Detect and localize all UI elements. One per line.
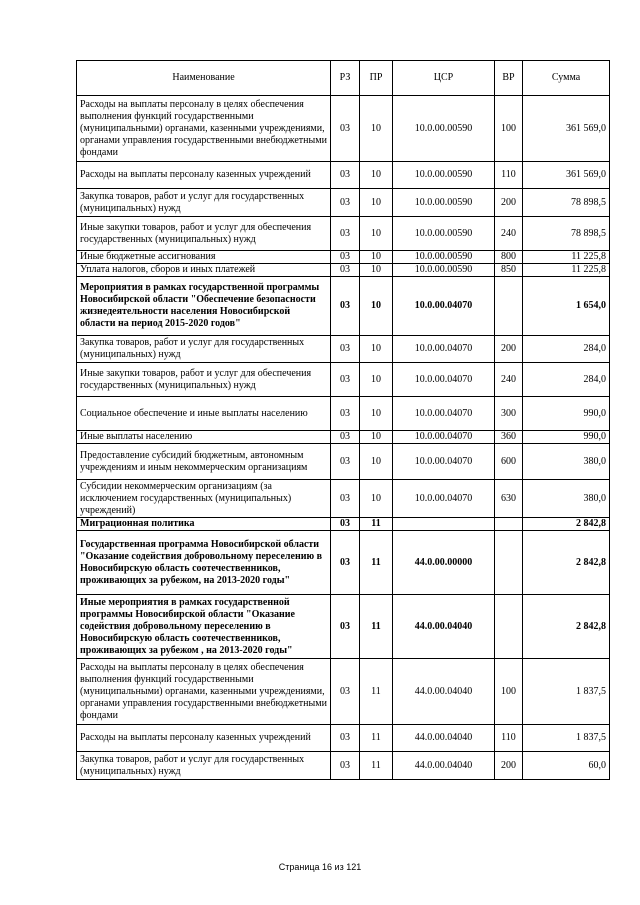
table-row xyxy=(77,431,610,444)
cell-sum: 1 837,5 xyxy=(523,725,610,752)
table-row xyxy=(77,518,610,531)
cell-sum: 380,0 xyxy=(523,480,610,518)
page-number: Страница 16 из 121 xyxy=(278,862,362,872)
cell-vr: 110 xyxy=(495,725,523,752)
cell-pr: 10 xyxy=(360,363,393,397)
cell-rz: 03 xyxy=(331,264,360,277)
cell-csr: 10.0.00.04070 xyxy=(393,363,495,397)
cell-pr: 11 xyxy=(360,659,393,725)
table-row xyxy=(77,96,610,162)
cell-name: Государственная программа Новосибирской области "Оказание содействия добровольному переселению в Новосибирскую область соотечественников, проживающих за рубежом, на 2013-2020 годы" xyxy=(77,531,331,595)
header-rz: РЗ xyxy=(331,61,360,96)
cell-vr: 100 xyxy=(495,96,523,162)
cell-vr: 360 xyxy=(495,431,523,444)
table-body xyxy=(77,96,610,780)
cell-name: Закупка товаров, работ и услуг для государственных (муниципальных) нужд xyxy=(77,189,331,217)
cell-pr: 10 xyxy=(360,480,393,518)
cell-rz: 03 xyxy=(331,518,360,531)
table-row xyxy=(77,480,610,518)
cell-sum: 361 569,0 xyxy=(523,96,610,162)
table-row xyxy=(77,217,610,251)
cell-csr: 10.0.00.04070 xyxy=(393,277,495,336)
table-row xyxy=(77,725,610,752)
cell-name: Расходы на выплаты персоналу казенных учреждений xyxy=(77,725,331,752)
cell-vr: 240 xyxy=(495,217,523,251)
cell-name: Уплата налогов, сборов и иных платежей xyxy=(77,264,331,277)
cell-csr: 10.0.00.04070 xyxy=(393,480,495,518)
header-name: Наименование xyxy=(77,61,331,96)
cell-rz: 03 xyxy=(331,277,360,336)
cell-name: Предоставление субсидий бюджетным, автономным учреждениям и иным некоммерческим организациям xyxy=(77,444,331,480)
cell-pr: 11 xyxy=(360,595,393,659)
cell-sum: 2 842,8 xyxy=(523,531,610,595)
table-row xyxy=(77,659,610,725)
cell-name: Иные закупки товаров, работ и услуг для обеспечения государственных (муниципальных) нужд xyxy=(77,363,331,397)
table-row xyxy=(77,752,610,780)
cell-rz: 03 xyxy=(331,363,360,397)
cell-vr: 850 xyxy=(495,264,523,277)
cell-csr: 44.0.00.04040 xyxy=(393,659,495,725)
table-row xyxy=(77,189,610,217)
cell-sum: 990,0 xyxy=(523,431,610,444)
cell-rz: 03 xyxy=(331,752,360,780)
cell-pr: 11 xyxy=(360,531,393,595)
cell-rz: 03 xyxy=(331,480,360,518)
cell-name: Иные выплаты населению xyxy=(77,431,331,444)
cell-csr: 44.0.00.04040 xyxy=(393,752,495,780)
cell-csr: 10.0.00.00590 xyxy=(393,189,495,217)
table-row xyxy=(77,336,610,363)
cell-sum: 2 842,8 xyxy=(523,595,610,659)
cell-sum: 1 654,0 xyxy=(523,277,610,336)
table-row xyxy=(77,595,610,659)
cell-csr: 10.0.00.00590 xyxy=(393,217,495,251)
cell-sum: 11 225,8 xyxy=(523,264,610,277)
table-row xyxy=(77,264,610,277)
cell-rz: 03 xyxy=(331,336,360,363)
cell-rz: 03 xyxy=(331,162,360,189)
cell-sum: 60,0 xyxy=(523,752,610,780)
cell-pr: 10 xyxy=(360,444,393,480)
cell-name: Иные мероприятия в рамках государственной программы Новосибирской области "Оказание содействия добровольному переселению в Новосибирскую область соотечественников, проживающих за рубежом , на 2013-2020 годы" xyxy=(77,595,331,659)
cell-vr: 800 xyxy=(495,251,523,264)
cell-sum: 361 569,0 xyxy=(523,162,610,189)
header-pr: ПР xyxy=(360,61,393,96)
table-row xyxy=(77,531,610,595)
cell-vr: 240 xyxy=(495,363,523,397)
cell-csr: 10.0.00.00590 xyxy=(393,162,495,189)
cell-pr: 11 xyxy=(360,752,393,780)
cell-csr: 10.0.00.04070 xyxy=(393,431,495,444)
header-vr: ВР xyxy=(495,61,523,96)
cell-sum: 1 837,5 xyxy=(523,659,610,725)
cell-name: Закупка товаров, работ и услуг для государственных (муниципальных) нужд xyxy=(77,752,331,780)
cell-pr: 10 xyxy=(360,96,393,162)
cell-csr: 10.0.00.00590 xyxy=(393,251,495,264)
budget-table xyxy=(76,60,610,780)
cell-vr xyxy=(495,595,523,659)
table-row xyxy=(77,162,610,189)
cell-sum: 11 225,8 xyxy=(523,251,610,264)
cell-vr: 200 xyxy=(495,752,523,780)
cell-pr: 11 xyxy=(360,725,393,752)
cell-vr xyxy=(495,531,523,595)
cell-rz: 03 xyxy=(331,431,360,444)
cell-csr: 10.0.00.04070 xyxy=(393,336,495,363)
cell-name: Миграционная политика xyxy=(77,518,331,531)
table-row xyxy=(77,251,610,264)
cell-csr: 44.0.00.04040 xyxy=(393,595,495,659)
cell-name: Мероприятия в рамках государственной программы Новосибирской области "Обеспечение безопасности жизнедеятельности населения Новосибирской области на период 2015-2020 годов" xyxy=(77,277,331,336)
table-header-row xyxy=(77,61,610,96)
cell-csr xyxy=(393,518,495,531)
cell-rz: 03 xyxy=(331,96,360,162)
cell-sum: 2 842,8 xyxy=(523,518,610,531)
table-row xyxy=(77,363,610,397)
cell-pr: 10 xyxy=(360,277,393,336)
cell-csr: 10.0.00.00590 xyxy=(393,96,495,162)
cell-rz: 03 xyxy=(331,251,360,264)
cell-name: Расходы на выплаты персоналу в целях обеспечения выполнения функций государственными (муниципальными) органами, казенными учреждениями, органами управления государственными внебюджетными фондами xyxy=(77,96,331,162)
cell-pr: 10 xyxy=(360,162,393,189)
cell-vr xyxy=(495,518,523,531)
cell-pr: 10 xyxy=(360,431,393,444)
cell-sum: 380,0 xyxy=(523,444,610,480)
cell-pr: 10 xyxy=(360,336,393,363)
cell-vr: 200 xyxy=(495,336,523,363)
table-row xyxy=(77,397,610,431)
cell-pr: 10 xyxy=(360,217,393,251)
cell-rz: 03 xyxy=(331,444,360,480)
cell-name: Субсидии некоммерческим организациям (за исключением государственных (муниципальных) учреждений) xyxy=(77,480,331,518)
cell-name: Закупка товаров, работ и услуг для государственных (муниципальных) нужд xyxy=(77,336,331,363)
cell-pr: 10 xyxy=(360,264,393,277)
table-row xyxy=(77,444,610,480)
cell-rz: 03 xyxy=(331,189,360,217)
cell-sum: 78 898,5 xyxy=(523,217,610,251)
cell-pr: 10 xyxy=(360,397,393,431)
cell-rz: 03 xyxy=(331,217,360,251)
cell-name: Социальное обеспечение и иные выплаты населению xyxy=(77,397,331,431)
table-row xyxy=(77,277,610,336)
cell-pr: 10 xyxy=(360,189,393,217)
cell-name: Иные бюджетные ассигнования xyxy=(77,251,331,264)
cell-rz: 03 xyxy=(331,595,360,659)
cell-vr: 630 xyxy=(495,480,523,518)
cell-pr: 11 xyxy=(360,518,393,531)
cell-csr: 44.0.00.00000 xyxy=(393,531,495,595)
cell-csr: 10.0.00.04070 xyxy=(393,444,495,480)
cell-vr: 110 xyxy=(495,162,523,189)
cell-name: Иные закупки товаров, работ и услуг для обеспечения государственных (муниципальных) нужд xyxy=(77,217,331,251)
cell-csr: 10.0.00.00590 xyxy=(393,264,495,277)
cell-pr: 10 xyxy=(360,251,393,264)
header-sum: Сумма xyxy=(523,61,610,96)
cell-csr: 44.0.00.04040 xyxy=(393,725,495,752)
cell-sum: 284,0 xyxy=(523,336,610,363)
cell-vr: 200 xyxy=(495,189,523,217)
cell-vr: 100 xyxy=(495,659,523,725)
cell-rz: 03 xyxy=(331,725,360,752)
cell-sum: 284,0 xyxy=(523,363,610,397)
cell-vr: 300 xyxy=(495,397,523,431)
cell-name: Расходы на выплаты персоналу в целях обеспечения выполнения функций государственными (муниципальными) органами, казенными учреждениями, органами управления государственными внебюджетными фондами xyxy=(77,659,331,725)
cell-vr xyxy=(495,277,523,336)
cell-csr: 10.0.00.04070 xyxy=(393,397,495,431)
cell-name: Расходы на выплаты персоналу казенных учреждений xyxy=(77,162,331,189)
header-csr: ЦСР xyxy=(393,61,495,96)
cell-sum: 990,0 xyxy=(523,397,610,431)
cell-sum: 78 898,5 xyxy=(523,189,610,217)
cell-rz: 03 xyxy=(331,659,360,725)
cell-vr: 600 xyxy=(495,444,523,480)
cell-rz: 03 xyxy=(331,397,360,431)
cell-rz: 03 xyxy=(331,531,360,595)
